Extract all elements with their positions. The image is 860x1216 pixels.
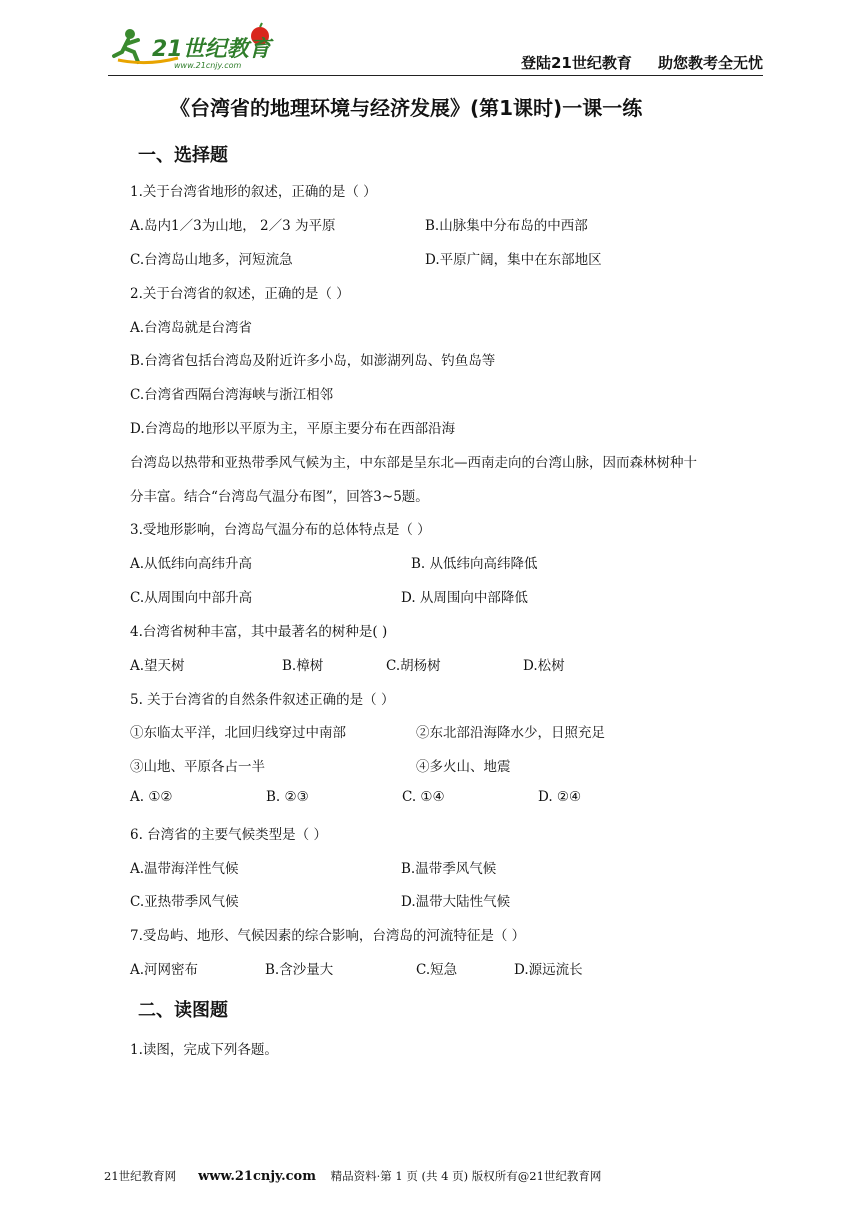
page-footer xyxy=(104,1168,764,1184)
question-5-statement-3: ③山地、平原各占一半 xyxy=(130,759,265,775)
question-2-stem: 2.关于台湾省的叙述，正确的是（ ） xyxy=(130,286,350,302)
section-heading-map-reading: 二、读图题 xyxy=(138,1000,228,1021)
question-3-stem: 3.受地形影响，台湾岛气温分布的总体特点是（ ） xyxy=(130,522,431,538)
map-question-1: 1.读图，完成下列各题。 xyxy=(130,1042,278,1058)
question-6-option-c: C.亚热带季风气候 xyxy=(130,894,239,910)
question-5-stem: 5. 关于台湾省的自然条件叙述正确的是（ ） xyxy=(130,692,395,708)
question-6-stem: 6. 台湾省的主要气候类型是（ ） xyxy=(130,827,327,843)
question-5-statement-4: ④多火山、地震 xyxy=(416,759,511,775)
question-7-option-a: A.河网密布 xyxy=(130,962,199,978)
question-1-stem: 1.关于台湾省地形的叙述，正确的是（ ） xyxy=(130,184,377,200)
question-7-stem: 7.受岛屿、地形、气候因素的综合影响，台湾岛的河流特征是（ ） xyxy=(130,928,526,944)
question-4-option-d: D.松树 xyxy=(523,658,565,674)
question-2-option-b: B.台湾省包括台湾岛及附近许多小岛，如澎湖列岛、钓鱼岛等 xyxy=(130,353,496,369)
question-1-option-a: A.岛内1／3为山地， 2／3 为平原 xyxy=(130,218,336,234)
question-7-option-d: D.源远流长 xyxy=(514,962,583,978)
passage-line-1: 台湾岛以热带和亚热带季风气候为主，中东部是呈东北—西南走向的台湾山脉，因而森林树种十 xyxy=(130,455,697,471)
question-5-option-b: B. ②③ xyxy=(266,789,309,805)
question-4-stem: 4.台湾省树种丰富，其中最著名的树种是( ) xyxy=(130,624,388,640)
question-5-statement-1: ①东临太平洋，北回归线穿过中南部 xyxy=(130,725,346,741)
passage-line-2: 分丰富。结合“台湾岛气温分布图”，回答3~5题。 xyxy=(130,489,429,505)
question-7-option-b: B.含沙量大 xyxy=(265,962,334,978)
logo-text: 21世纪教育 xyxy=(152,37,271,62)
question-7-option-c: C.短急 xyxy=(416,962,458,978)
question-3-option-a: A.从低纬向高纬升高 xyxy=(130,556,253,572)
header-slogan: 登陆21世纪教育 助您教考全无忧 xyxy=(521,54,763,72)
question-3-option-d: D. 从周围向中部降低 xyxy=(401,590,528,606)
page-header xyxy=(108,22,763,77)
question-1-option-d: D.平原广阔，集中在东部地区 xyxy=(425,252,602,268)
question-4-option-c: C.胡杨树 xyxy=(386,658,441,674)
question-1-option-c: C.台湾岛山地多，河短流急 xyxy=(130,252,293,268)
question-4-option-b: B.樟树 xyxy=(282,658,324,674)
question-6-option-a: A.温带海洋性气候 xyxy=(130,861,239,877)
question-5-option-d: D. ②④ xyxy=(538,789,582,805)
site-logo xyxy=(108,22,283,74)
question-3-option-c: C.从周围向中部升高 xyxy=(130,590,253,606)
question-6-option-d: D.温带大陆性气候 xyxy=(401,894,511,910)
question-5-option-a: A. ①② xyxy=(130,789,173,805)
header-divider xyxy=(108,75,763,76)
question-6-option-b: B.温带季风气候 xyxy=(401,861,497,877)
question-5-statement-2: ②东北部沿海降水少，日照充足 xyxy=(416,725,605,741)
question-2-option-c: C.台湾省西隔台湾海峡与浙江相邻 xyxy=(130,387,334,403)
footer-copyright: 精品资料·第 1 页 (共 4 页) 版权所有@21世纪教育网 xyxy=(330,1169,602,1183)
question-2-option-d: D.台湾岛的地形以平原为主，平原主要分布在西部沿海 xyxy=(130,421,456,437)
logo-url: www.21cnjy.com xyxy=(174,61,242,70)
question-5-option-c: C. ①④ xyxy=(402,789,445,805)
section-heading-choice: 一、选择题 xyxy=(138,145,228,166)
question-1-option-b: B.山脉集中分布岛的中西部 xyxy=(425,218,588,234)
question-4-option-a: A.望天树 xyxy=(130,658,185,674)
question-2-option-a: A.台湾岛就是台湾省 xyxy=(130,320,253,336)
footer-site-name: 21世纪教育网 xyxy=(104,1169,177,1183)
footer-url: www.21cnjy.com xyxy=(198,1169,316,1184)
question-3-option-b: B. 从低纬向高纬降低 xyxy=(411,556,538,572)
document-title: 《台湾省的地理环境与经济发展》(第1课时)一课一练 xyxy=(170,96,643,120)
